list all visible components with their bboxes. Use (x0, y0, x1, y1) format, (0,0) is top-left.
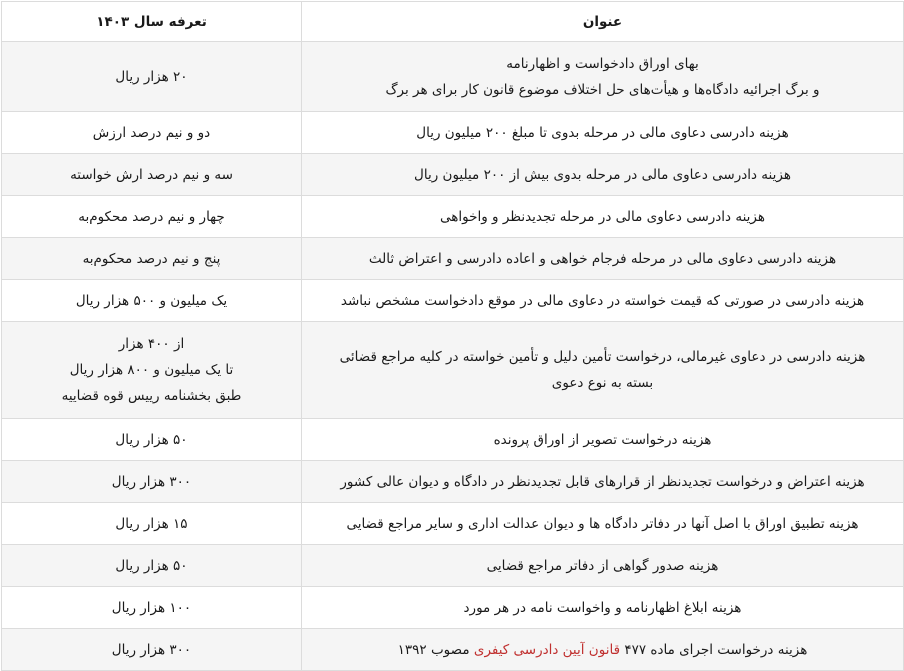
tariff-cell: یک میلیون و ۵۰۰ هزار ریال (2, 280, 302, 322)
tariff-cell: پنج و نیم درصد محکوم‌به (2, 238, 302, 280)
title-text: هزینه درخواست اجرای ماده ۴۷۷ (620, 641, 808, 658)
table-row (2, 112, 904, 154)
tariff-cell: سه و نیم درصد ارش خواسته (2, 154, 302, 196)
table-row (2, 587, 904, 629)
title-cell: هزینه اعتراض و درخواست تجدیدنظر از قرارهای قابل تجدیدنظر در دادگاه و دیوان عالی کشور (302, 461, 904, 503)
title-line: و برگ اجرائیه دادگاه‌ها و هیأت‌های حل اختلاف موضوع قانون کار برای هر برگ (385, 81, 820, 98)
tariff-cell: ۱۵ هزار ریال (2, 503, 302, 545)
tariff-cell: ۵۰ هزار ریال (2, 545, 302, 587)
title-text: مصوب ۱۳۹۲ (397, 641, 474, 658)
title-cell: هزینه درخواست تصویر از اوراق پرونده (302, 419, 904, 461)
table-row (2, 238, 904, 280)
tariff-line: تا یک میلیون و ۸۰۰ هزار ریال (69, 362, 234, 378)
fee-table (1, 1, 904, 671)
tariff-line: طبق بخشنامه رییس قوه قضاییه (61, 388, 242, 404)
title-cell (302, 42, 904, 112)
tariff-cell: ۵۰ هزار ریال (2, 419, 302, 461)
title-cell: هزینه دادرسی دعاوی مالی در مرحله فرجام خواهی و اعاده دادرسی و اعتراض ثالث (302, 238, 904, 280)
table-row (2, 42, 904, 112)
title-cell (302, 629, 904, 671)
title-cell: هزینه دادرسی دعاوی مالی در مرحله تجدیدنظر و واخواهی (302, 196, 904, 238)
table-row (2, 154, 904, 196)
tariff-cell: چهار و نیم درصد محکوم‌به (2, 196, 302, 238)
tariff-cell: ۱۰۰ هزار ریال (2, 587, 302, 629)
table-row (2, 322, 904, 419)
title-cell: هزینه دادرسی دعاوی مالی در مرحله بدوی بیش از ۲۰۰ میلیون ریال (302, 154, 904, 196)
tariff-cell: ۳۰۰ هزار ریال (2, 461, 302, 503)
column-header-tariff: تعرفه سال ۱۴۰۳ (2, 2, 302, 42)
title-cell: هزینه ابلاغ اظهارنامه و واخواست نامه در هر مورد (302, 587, 904, 629)
tariff-cell: ۳۰۰ هزار ریال (2, 629, 302, 671)
title-line: هزینه دادرسی در دعاوی غیرمالی، درخواست تأمین دلیل و تأمین خواسته در کلیه مراجع قضائی (339, 349, 866, 365)
table-row (2, 280, 904, 322)
column-header-title: عنوان (302, 2, 904, 42)
title-cell: هزینه دادرسی در صورتی که قیمت خواسته در دعاوی مالی در موقع دادخواست مشخص نباشد (302, 280, 904, 322)
title-cell: هزینه صدور گواهی از دفاتر مراجع قضایی (302, 545, 904, 587)
title-cell (302, 322, 904, 419)
tariff-cell: دو و نیم درصد ارزش (2, 112, 302, 154)
law-link[interactable]: قانون آیین دادرسی کیفری (473, 641, 621, 658)
title-line: بهای اوراق دادخواست و اظهارنامه (506, 55, 699, 72)
tariff-line: از ۴۰۰ هزار (118, 336, 185, 352)
table-row (2, 419, 904, 461)
table-header-row (2, 2, 904, 42)
table-row (2, 629, 904, 671)
title-cell: هزینه تطبیق اوراق با اصل آنها در دفاتر دادگاه ها و دیوان عدالت اداری و سایر مراجع قضایی (302, 503, 904, 545)
table-row (2, 196, 904, 238)
table-row (2, 545, 904, 587)
table-row (2, 503, 904, 545)
tariff-cell: ۲۰ هزار ریال (2, 42, 302, 112)
tariff-cell (2, 322, 302, 419)
title-cell: هزینه دادرسی دعاوی مالی در مرحله بدوی تا مبلغ ۲۰۰ میلیون ریال (302, 112, 904, 154)
table-row (2, 461, 904, 503)
title-line: بسته به نوع دعوی (551, 375, 654, 391)
